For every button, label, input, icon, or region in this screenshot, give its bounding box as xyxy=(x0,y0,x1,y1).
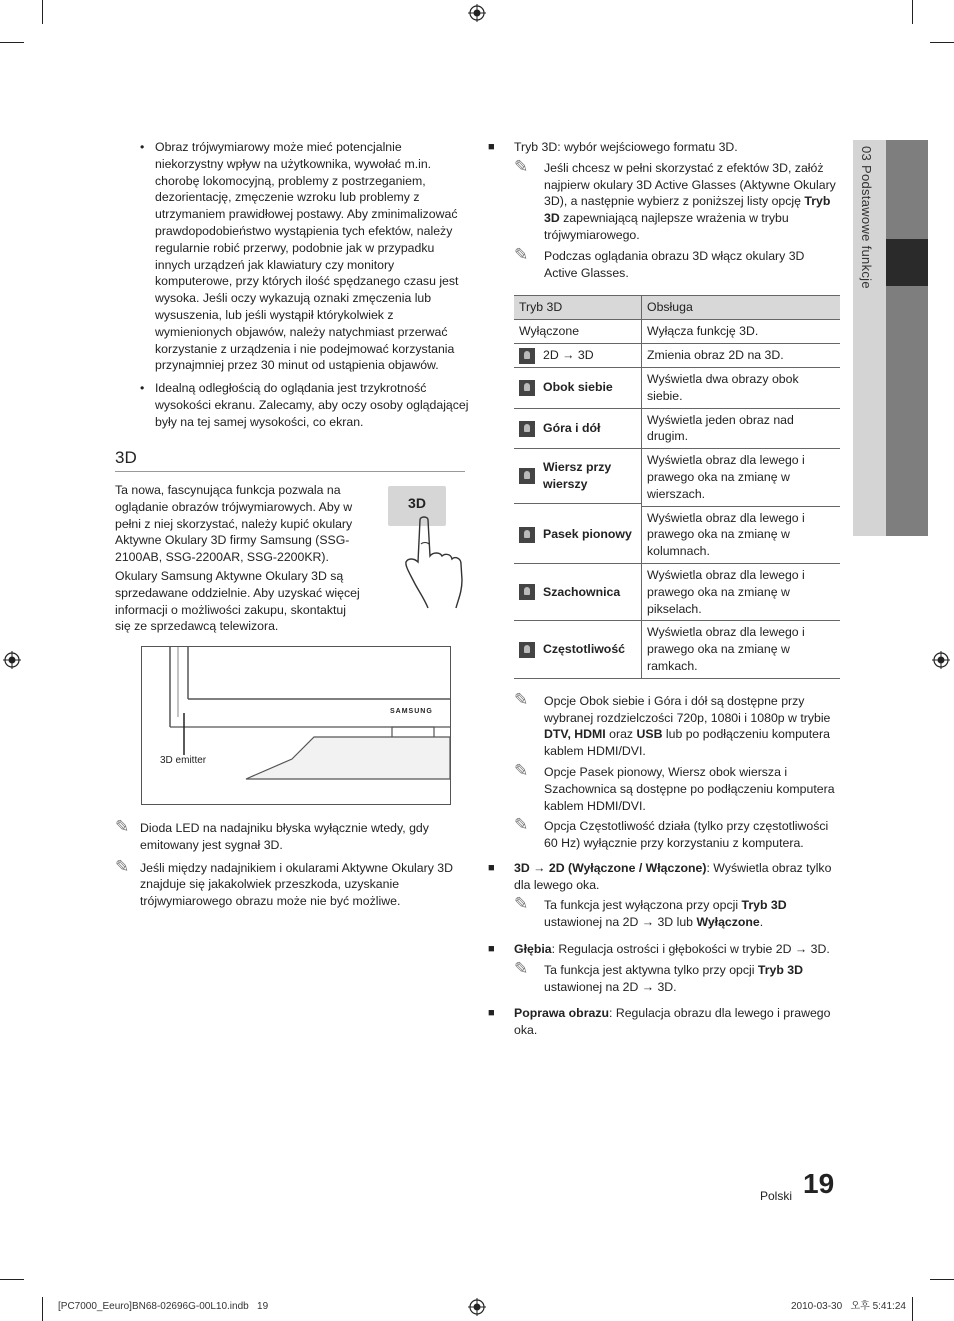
frequency-icon xyxy=(519,642,535,658)
table-row xyxy=(514,506,840,563)
chapter-tab-band xyxy=(886,140,928,536)
print-meta-file: [PC7000_Eeuro]BN68-02696G-00L10.indb 19 xyxy=(58,1301,269,1312)
checker-board-icon xyxy=(519,584,535,600)
left-notes xyxy=(115,817,455,916)
square-bullet-icon: ■ xyxy=(488,1007,495,1020)
note-pencil-icon: ✎ xyxy=(514,156,529,176)
note-item: ✎ Ta funkcja jest wyłączona przy opcji Tryb 3D ustawionej na 2D → 3D lub Wyłączone. xyxy=(514,894,787,930)
chapter-title: 03 Podstawowe funkcje xyxy=(858,146,874,289)
mode-name: Pasek pionowy xyxy=(543,527,632,542)
hand-pointer-icon xyxy=(400,514,470,610)
section-title: 3D xyxy=(115,450,465,472)
note-item: ✎ Jeśli między nadajnikiem i okularami Aktywne Okulary 3D znajduje się jakakolwiek przeszkoda, uzyskanie trójwymiarowego obrazu może nie być możliwe. xyxy=(115,856,454,909)
menu-item-glebia: ■ Głębia: Regulacja ostrości i głębokości w trybie 2D → 3D. ✎ Ta funkcja jest aktywna tylko przy opcji Tryb 3D ustawionej na 2D → 3D. xyxy=(488,941,840,995)
crop-mark xyxy=(930,1279,954,1280)
table-header-cell: Obsługa xyxy=(642,296,841,320)
right-column xyxy=(488,139,840,1049)
table-row xyxy=(514,408,840,449)
tv-illustration xyxy=(141,646,451,805)
bullet-item: • Obraz trójwymiarowy może mieć potencjalnie niekorzystny wpływ na użytkownika, wywołać m.in. chorobę lokomocyjną, problemy z postrzeganiem, dezorientację, zmęczenie wzroku lub problemy z utrzymaniem prawidłowej postawy. Aby zminimalizować prawdopodobieństwo wystąpienia tych efektów, należy regularnie robić przerwy, podobnie jak w przypadku innych urządzeń jak klawiatury czy monitory komputerowe, przy których ilość spędzanego czasu jest wysoka. Jeśli oczy wykazują oznaki zmęczenia lub wysuszenia, lub jeśli wystąpił którykolwiek z wymienionych objawów, należy natychmiast przerwać korzystanie z urządzenia i nie podejmować korzystania przynajmniej przez 30 minut od ustąpienia objawów. xyxy=(140,139,470,374)
remote-3d-button-label: 3D xyxy=(408,495,426,511)
side-by-side-icon xyxy=(519,380,535,396)
square-bullet-icon: ■ xyxy=(488,861,495,874)
registration-mark-icon xyxy=(3,651,21,669)
mode-desc: Wyświetla obraz dla lewego i prawego oka na zmianę w pikselach. xyxy=(642,563,841,620)
note-pencil-icon: ✎ xyxy=(514,689,529,709)
note-pencil-icon: ✎ xyxy=(514,760,529,780)
table-row xyxy=(514,449,840,506)
table-row xyxy=(514,320,840,344)
menu-item-3d-to-2d: ■ 3D → 2D (Wyłączone / Włączone): Wyświetla obraz tylko dla lewego oka. ✎ Ta funkcja jest wyłączona przy opcji Tryb 3D ustawionej na 2D → 3D lub Wyłączone. xyxy=(488,860,840,931)
registration-mark-icon xyxy=(468,1298,486,1316)
mode-desc: Wyświetla obraz dla lewego i prawego oka na zmianę w wierszach. xyxy=(642,449,841,506)
mode-name: Częstotliwość xyxy=(543,642,625,657)
crop-mark xyxy=(42,1297,43,1321)
note-item: ✎ Opcja Częstotliwość działa (tylko przy częstotliwości 60 Hz) wyłącznie przy korzystaniu z komputera. xyxy=(514,815,829,851)
tv-brand-logo: SAMSUNG xyxy=(390,708,433,715)
intro-paragraph: Okulary Samsung Aktywne Okulary 3D są sprzedawane oddzielnie. Aby uzyskać więcej informacji o możliwości zakupu, skontaktuj się ze sprzedawcą telewizora. xyxy=(115,568,360,634)
mode-desc: Wyświetla obraz dla lewego i prawego oka na zmianę w ramkach. xyxy=(642,621,841,678)
note-item: ✎ Ta funkcja jest aktywna tylko przy opcji Tryb 3D ustawionej na 2D → 3D. xyxy=(514,958,804,994)
table-row xyxy=(514,367,840,408)
note-item: ✎ Opcje Pasek pionowy, Wiersz obok wiersza i Szachownica są dostępne po podłączeniu komputera kablem HDMI/DVI. xyxy=(514,760,835,813)
warning-bullets xyxy=(140,139,470,437)
table-header-row xyxy=(514,296,840,320)
note-pencil-icon: ✎ xyxy=(115,817,130,836)
crop-mark xyxy=(0,1279,24,1280)
line-by-line-icon xyxy=(519,468,535,484)
menu-item-tryb-3d: ■ Tryb 3D: wybór wejściowego formatu 3D. ✎ Jeśli chcesz w pełni skorzystać z efektów 3D, załóż najpierw okulary 3D Active Glasses (Aktywne Okulary 3D), a następnie wybierz z poniższej listy opcję Tryb 3D zapewniającą najlepsze wrażenia w trybu trójwymiarowego. ✎ Podczas oglądania obrazu 3D włącz okulary 3D Active Glasses. xyxy=(488,139,840,281)
crop-mark xyxy=(912,1297,913,1321)
note-item: ✎ Podczas oglądania obrazu 3D włącz okulary 3D Active Glasses. xyxy=(514,244,805,280)
tv-drawing xyxy=(142,647,450,804)
mode-desc: Zmienia obraz 2D na 3D. xyxy=(642,343,841,367)
mode-name: Wiersz przy wierszy xyxy=(543,460,612,492)
vertical-stripe-icon xyxy=(519,527,535,543)
mode-desc: Wyświetla dwa obrazy obok siebie. xyxy=(642,367,841,408)
crop-mark xyxy=(930,42,954,43)
mode-name: Wyłączone xyxy=(514,320,642,344)
note-pencil-icon: ✎ xyxy=(115,856,130,876)
menu-item-poprawa-obrazu: ■ Poprawa obrazu: Regulacja obrazu dla lewego i prawego oka. xyxy=(488,1006,831,1038)
table-row xyxy=(514,343,840,367)
intro-text xyxy=(115,482,360,637)
crop-mark xyxy=(912,0,913,24)
registration-mark-icon xyxy=(468,4,486,22)
2d-3d-icon xyxy=(519,348,535,364)
intro-paragraph: Ta nowa, fascynująca funkcja pozwala na oglądanie obrazów trójwymiarowych. Aby w pełni z niej skorzystać, należy kupić okulary Aktywne Okulary 3D firmy Samsung (SSG-2100AB, SSG-2200AR, SSG-2200KR). xyxy=(115,483,353,565)
note-pencil-icon: ✎ xyxy=(514,815,529,835)
square-bullet-icon: ■ xyxy=(488,943,495,956)
bullet-item: • Idealną odległością do oglądania jest trzykrotność wysokości ekranu. Zalecamy, aby oczy osoby oglądającej były na tej samej wysokości, co ekran. xyxy=(140,380,470,430)
page-number: 19 xyxy=(803,1168,835,1199)
crop-mark xyxy=(42,0,43,24)
crop-mark xyxy=(0,42,24,43)
mode-desc: Wyświetla obraz dla lewego i prawego oka na zmianę w kolumnach. xyxy=(642,506,841,563)
table-row xyxy=(514,621,840,678)
mode-name: Szachownica xyxy=(543,584,621,599)
mode-name: Góra i dół xyxy=(543,420,601,435)
mode-name: 2D → 3D xyxy=(543,348,594,363)
emitter-label: 3D emitter xyxy=(160,755,207,766)
mode-desc: Wyświetla jeden obraz nad drugim. xyxy=(642,408,841,449)
note-pencil-icon: ✎ xyxy=(514,958,529,978)
note-item: ✎ Opcje Obok siebie i Góra i dół są dostępne przy wybranej rozdzielczości 720p, 1080i i 1080p w trybie DTV, HDMI oraz USB lub po podłączeniu komputera kablem HDMI/DVI. xyxy=(514,689,831,759)
note-pencil-icon: ✎ xyxy=(514,244,529,264)
mode-table xyxy=(514,295,840,678)
footer-language: Polski xyxy=(760,1189,793,1203)
chapter-tab-marker xyxy=(886,239,928,286)
square-bullet-icon: ■ xyxy=(488,141,495,153)
registration-mark-icon xyxy=(932,651,950,669)
note-pencil-icon: ✎ xyxy=(514,894,529,914)
table-header-cell: Tryb 3D xyxy=(514,296,642,320)
note-item: ✎ Dioda LED na nadajniku błyska wyłącznie wtedy, gdy emitowany jest sygnał 3D. xyxy=(115,817,429,852)
note-item: ✎ Jeśli chcesz w pełni skorzystać z efektów 3D, załóż najpierw okulary 3D Active Glasses (Aktywne Okulary 3D), a następnie wybierz z poniższej listy opcję Tryb 3D zapewniającą najlepsze wrażenia w trybu trójwymiarowego. xyxy=(514,156,836,242)
top-bottom-icon xyxy=(519,421,535,437)
mode-name: Obok siebie xyxy=(543,380,613,395)
print-meta-date: 2010-03-30 오후 5:41:24 xyxy=(791,1301,906,1312)
mode-desc: Wyłącza funkcję 3D. xyxy=(642,320,841,344)
table-row xyxy=(514,563,840,620)
